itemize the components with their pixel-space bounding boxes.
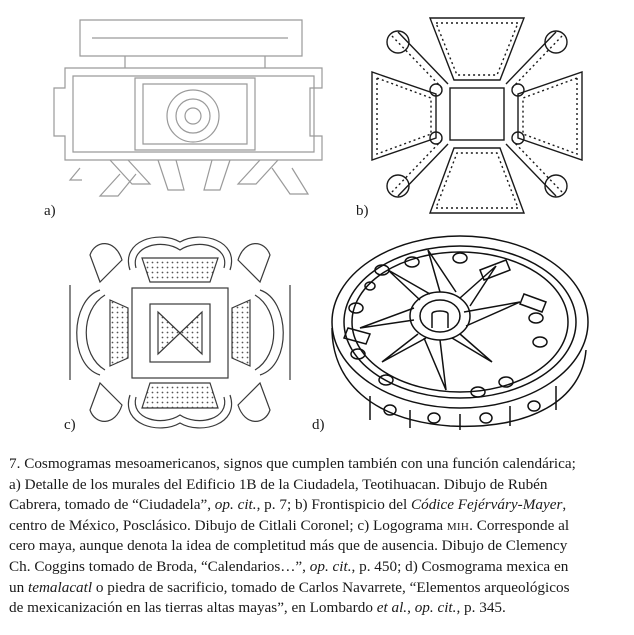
figure-b-fejervary-mayer: [352, 8, 602, 220]
caption-line-5: cero maya, aunque denota la idea de completitud más que de ausencia. Dibujo de Clemency: [9, 537, 568, 555]
mih-logogram-drawing: [60, 230, 300, 435]
caption-line-4: centro de México, Posclásico. Dibujo de Citlali Coronel; c) Logograma mih. Corresponde al: [9, 516, 570, 534]
temalacatl-drawing: [310, 230, 610, 435]
figure-c-mih-logogram: [60, 230, 300, 435]
figure-a-ciudadela-mural: [40, 8, 330, 220]
caption-line-7: un temalacatl o piedra de sacrificio, tomado de Carlos Navarrete, “Elementos arqueológicos: [9, 578, 570, 596]
panel-label-d: d): [312, 417, 325, 433]
fejervary-mayer-drawing: [352, 8, 602, 220]
panel-label-a: a): [44, 203, 56, 219]
caption-line-8: de mexicanización en las tierras altas mayas”, en Lombardo et al., op. cit., p. 345.: [9, 599, 506, 617]
figure-caption: [9, 454, 625, 619]
ciudadela-mural-drawing: [40, 8, 330, 220]
caption-line-2: a) Detalle de los murales del Edificio 1B de la Ciudadela, Teotihuacan. Dibujo de Rubén: [9, 475, 548, 493]
panel-label-c: c): [64, 417, 76, 433]
panel-label-b: b): [356, 203, 369, 219]
caption-line-1: 7. Cosmogramas mesoamericanos, signos que cumplen también con una función calendárica;: [9, 455, 576, 472]
caption-line-3: Cabrera, tomado de “Ciudadela”, op. cit., p. 7; b) Frontispicio del Códice Fejérváry-Mayer,: [9, 496, 567, 514]
figure-d-temalacatl: [310, 230, 610, 435]
caption-line-6: Ch. Coggins tomado de Broda, “Calendarios…”, op. cit., p. 450; d) Cosmograma mexica en: [9, 557, 569, 575]
